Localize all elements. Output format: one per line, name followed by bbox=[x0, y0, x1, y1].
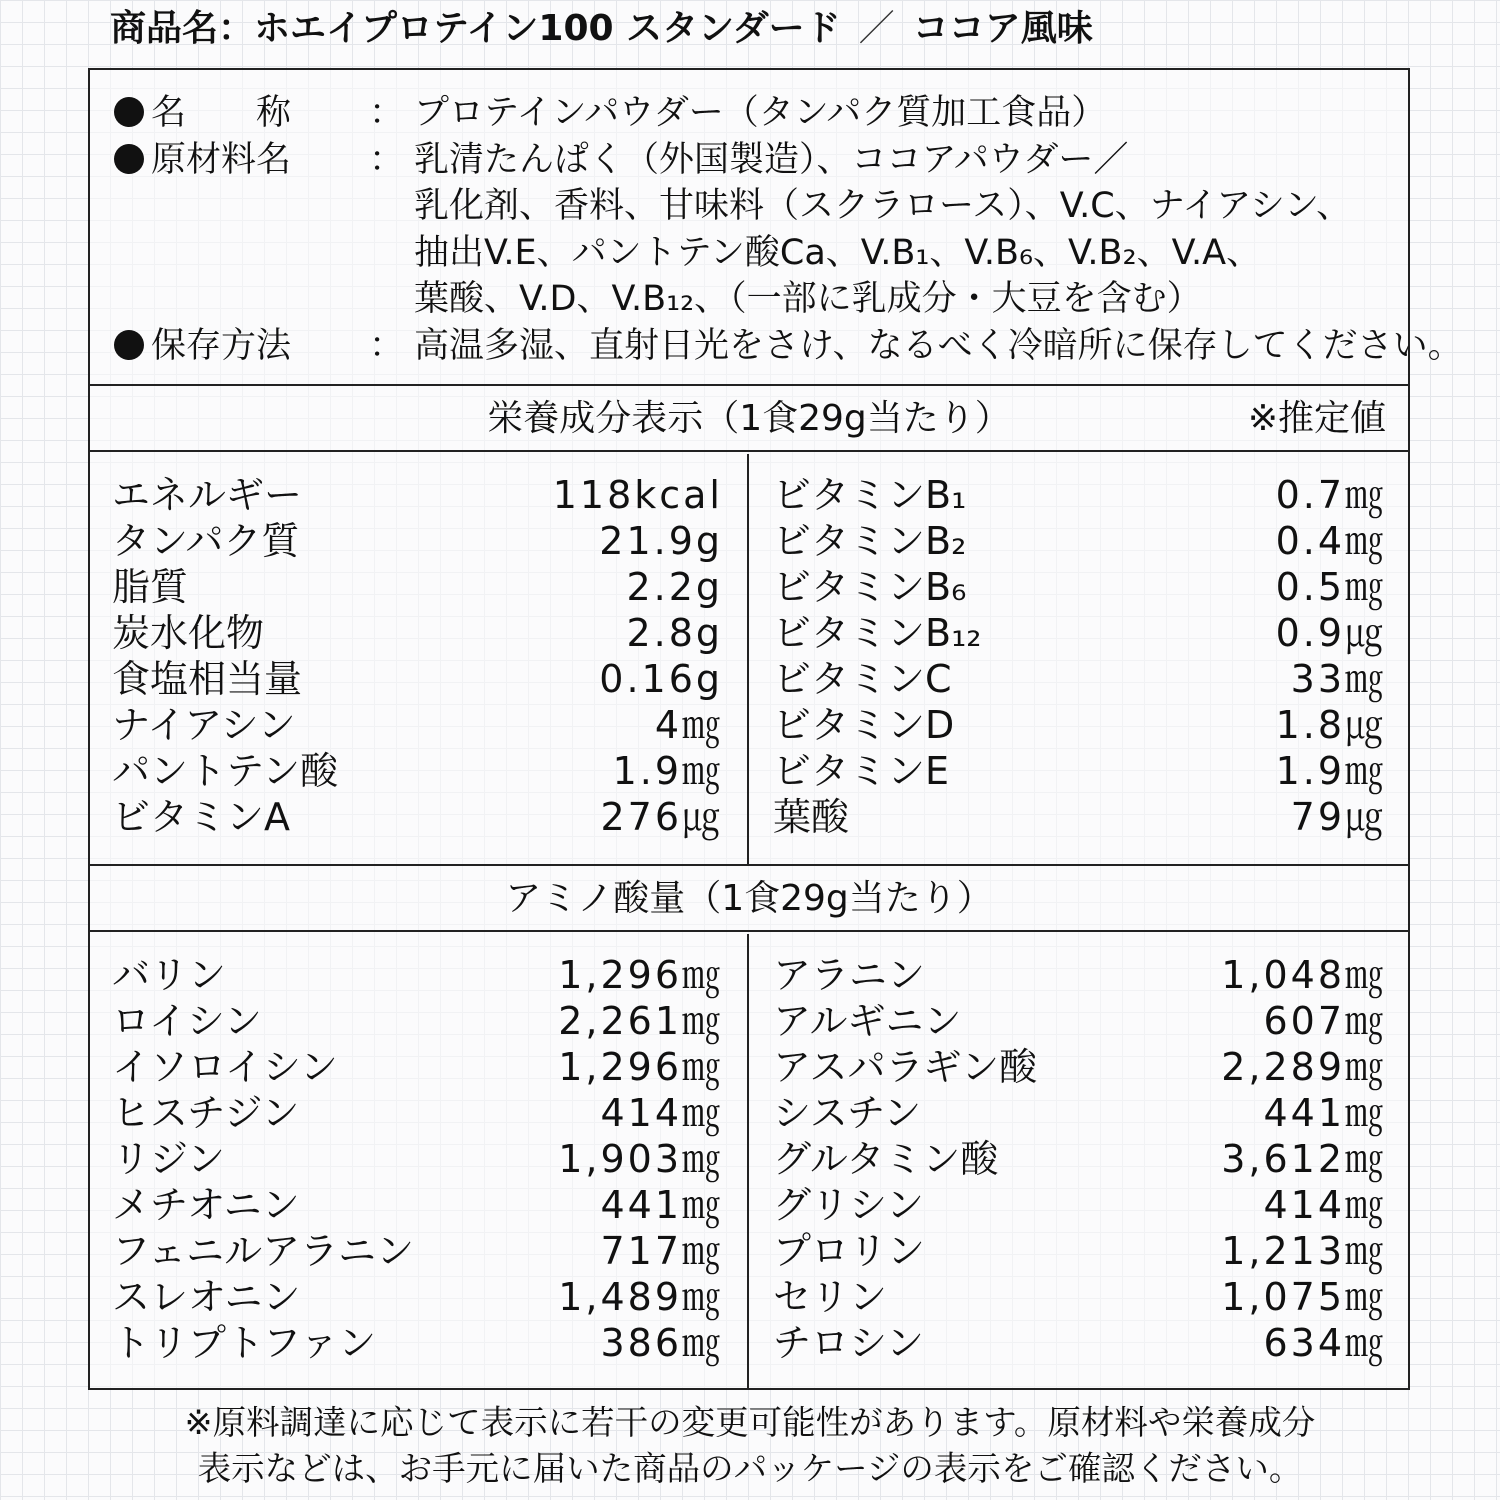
info-colon: ： bbox=[369, 325, 405, 366]
info-value-line: 葉酸、V.D、V.B₁₂、（一部に乳成分・大豆を含む） bbox=[414, 279, 1202, 319]
item-value: 717㎎ bbox=[600, 1229, 723, 1273]
item-value: 441㎎ bbox=[600, 1183, 723, 1227]
item-value: 414㎎ bbox=[1263, 1183, 1386, 1227]
item-value: 276㎍ bbox=[600, 795, 723, 839]
item-value: 79㎍ bbox=[1290, 795, 1386, 839]
title-separator: ／ bbox=[858, 8, 895, 49]
item-name: フェニルアラニン bbox=[112, 1229, 415, 1273]
amino-row bbox=[112, 1274, 723, 1320]
amino-row bbox=[773, 1090, 1386, 1136]
product-label: 商品名 bbox=[110, 8, 219, 49]
item-name: チロシン bbox=[773, 1321, 925, 1365]
info-value-line: 乳清たんぱく（外国製造）、ココアパウダー／ bbox=[414, 139, 1129, 180]
nutrition-column-left bbox=[90, 454, 749, 864]
nutrition-column-right bbox=[749, 454, 1408, 864]
item-value: 2,289㎎ bbox=[1221, 1045, 1386, 1089]
amino-row bbox=[112, 1090, 723, 1136]
amino-row bbox=[773, 998, 1386, 1044]
footnote-line: ※原料調達に応じて表示に若干の変更可能性があります。原材料や栄養成分 bbox=[184, 1403, 1316, 1442]
item-name: セリン bbox=[773, 1275, 888, 1319]
nutrition-row bbox=[112, 656, 723, 702]
amino-header bbox=[90, 866, 1408, 932]
nutrition-row bbox=[112, 702, 723, 748]
nutrition-row bbox=[773, 472, 1386, 518]
product-name: ホエイプロテイン100 スタンダード bbox=[254, 8, 841, 49]
food-label-table bbox=[88, 68, 1463, 1390]
amino-row bbox=[112, 1044, 723, 1090]
item-name: ビタミンB₁₂ bbox=[773, 611, 982, 655]
item-name: イソロイシン bbox=[112, 1045, 338, 1089]
item-name: トリプトファン bbox=[112, 1321, 377, 1365]
item-value: 1,048㎎ bbox=[1221, 953, 1386, 997]
item-value: 1,296㎎ bbox=[558, 953, 723, 997]
item-name: 葉酸 bbox=[773, 795, 850, 839]
info-value-line: 高温多湿、直射日光をさけ、なるべく冷暗所に保存してください。 bbox=[414, 325, 1463, 366]
item-name: アスパラギン酸 bbox=[773, 1045, 1038, 1089]
footnote-line: 表示などは、お手元に届いた商品のパッケージの表示をご確認ください。 bbox=[197, 1449, 1303, 1488]
item-value: 386㎎ bbox=[600, 1321, 723, 1365]
nutrition-header bbox=[90, 386, 1408, 452]
product-title bbox=[110, 4, 1390, 54]
item-name: リジン bbox=[112, 1137, 226, 1181]
item-name: ビタミンC bbox=[773, 657, 952, 701]
item-value: 0.5㎎ bbox=[1275, 565, 1386, 609]
nutrition-row bbox=[773, 702, 1386, 748]
amino-row bbox=[773, 1320, 1386, 1366]
item-value: 4㎎ bbox=[654, 703, 723, 747]
item-value: 607㎎ bbox=[1263, 999, 1386, 1043]
flavor-name: ココア風味 bbox=[912, 8, 1093, 49]
item-value: 2.2g bbox=[626, 565, 723, 609]
info-row-name bbox=[114, 90, 1408, 137]
item-name: タンパク質 bbox=[112, 519, 300, 563]
item-value: 1,075㎎ bbox=[1221, 1275, 1386, 1319]
info-value-line: 抽出V.E、パントテン酸Ca、V.B₁、V.B₆、V.B₂、V.A、 bbox=[414, 232, 1262, 273]
item-name: アルギニン bbox=[773, 999, 962, 1043]
item-name: 食塩相当量 bbox=[112, 657, 303, 701]
item-value: 0.16g bbox=[599, 657, 723, 701]
nutrition-row bbox=[773, 748, 1386, 794]
item-value: 3,612㎎ bbox=[1221, 1137, 1386, 1181]
nutrition-row bbox=[773, 518, 1386, 564]
item-name: ヒスチジン bbox=[112, 1091, 300, 1135]
nutrition-row bbox=[112, 564, 723, 610]
item-name: アラニン bbox=[773, 953, 926, 997]
item-name: プロリン bbox=[773, 1229, 926, 1273]
amino-row bbox=[112, 1320, 723, 1366]
item-name: ビタミンA bbox=[112, 795, 290, 839]
nutrition-row bbox=[773, 564, 1386, 610]
nutrition-table bbox=[90, 454, 1408, 866]
item-name: ビタミンB₆ bbox=[773, 565, 967, 609]
footnote bbox=[90, 1400, 1410, 1492]
item-name: ビタミンE bbox=[773, 749, 950, 793]
product-info-section bbox=[90, 70, 1463, 386]
item-value: 441㎎ bbox=[1263, 1091, 1386, 1135]
item-value: 2,261㎎ bbox=[558, 999, 723, 1043]
item-name: グルタミン酸 bbox=[773, 1137, 999, 1181]
item-value: 414㎎ bbox=[600, 1091, 723, 1135]
amino-row bbox=[773, 1228, 1386, 1274]
info-key: 名 称 bbox=[151, 93, 292, 133]
item-name: ビタミンD bbox=[773, 703, 955, 747]
item-value: 1,489㎎ bbox=[558, 1275, 723, 1319]
item-name: スレオニン bbox=[112, 1275, 301, 1319]
item-name: エネルギー bbox=[112, 473, 303, 517]
item-value: 1,296㎎ bbox=[558, 1045, 723, 1089]
amino-row bbox=[773, 952, 1386, 998]
nutrition-row bbox=[773, 656, 1386, 702]
item-name: バリン bbox=[112, 953, 227, 997]
item-name: ビタミンB₂ bbox=[773, 519, 967, 563]
item-name: ロイシン bbox=[112, 999, 262, 1043]
amino-row bbox=[112, 1136, 723, 1182]
amino-row bbox=[773, 1182, 1386, 1228]
nutrition-heading: 栄養成分表示（1食29g当たり） bbox=[487, 398, 1011, 439]
info-value-line: 乳化剤、香料、甘味料（スクラロース）、V.C、ナイアシン、 bbox=[414, 186, 1352, 226]
item-name: ビタミンB₁ bbox=[773, 473, 967, 517]
item-value: 118kcal bbox=[552, 473, 723, 517]
item-value: 21.9g bbox=[599, 519, 723, 563]
nutrition-row bbox=[112, 610, 723, 656]
amino-column-left bbox=[90, 934, 749, 1388]
nutrition-row bbox=[112, 748, 723, 794]
item-value: 1.9㎎ bbox=[1275, 749, 1386, 793]
item-value: 1.9㎎ bbox=[612, 749, 723, 793]
info-row-ingredients bbox=[114, 137, 1408, 323]
amino-heading: アミノ酸量（1食29g当たり） bbox=[505, 878, 993, 919]
nutrition-row bbox=[112, 518, 723, 564]
amino-row bbox=[773, 1044, 1386, 1090]
item-name: シスチン bbox=[773, 1091, 922, 1135]
item-name: ナイアシン bbox=[112, 703, 296, 747]
info-colon: ： bbox=[369, 93, 405, 133]
item-name: 炭水化物 bbox=[112, 611, 265, 655]
amino-column-right bbox=[749, 934, 1408, 1388]
item-name: グリシン bbox=[773, 1183, 925, 1227]
item-value: 1.8㎍ bbox=[1275, 703, 1386, 747]
nutrition-row bbox=[112, 472, 723, 518]
item-value: 1,213㎎ bbox=[1221, 1229, 1386, 1273]
item-name: 脂質 bbox=[112, 565, 189, 609]
estimate-note: ※推定値 bbox=[1247, 398, 1386, 439]
info-colon: ： bbox=[369, 139, 405, 180]
nutrition-row bbox=[773, 610, 1386, 656]
item-value: 0.9㎍ bbox=[1275, 611, 1386, 655]
nutrition-row bbox=[112, 794, 723, 840]
bullet-icon bbox=[114, 330, 144, 360]
item-value: 634㎎ bbox=[1263, 1321, 1386, 1365]
amino-row bbox=[112, 998, 723, 1044]
amino-row bbox=[112, 952, 723, 998]
amino-row bbox=[112, 1182, 723, 1228]
item-value: 0.7㎎ bbox=[1275, 473, 1386, 517]
amino-row bbox=[773, 1274, 1386, 1320]
bullet-icon bbox=[114, 144, 144, 174]
amino-row bbox=[773, 1136, 1386, 1182]
item-name: メチオニン bbox=[112, 1183, 300, 1227]
info-row-storage bbox=[114, 323, 1463, 370]
title-colon: ： bbox=[218, 8, 255, 49]
item-value: 2.8g bbox=[626, 611, 723, 655]
info-key: 原材料名 bbox=[151, 139, 292, 180]
item-value: 1,903㎎ bbox=[558, 1137, 723, 1181]
item-name: パントテン酸 bbox=[112, 749, 339, 793]
amino-row bbox=[112, 1228, 723, 1274]
info-value-line: プロテインパウダー（タンパク質加工食品） bbox=[414, 93, 1107, 133]
bullet-icon bbox=[114, 97, 144, 127]
item-value: 0.4㎎ bbox=[1275, 519, 1386, 563]
item-value: 33㎎ bbox=[1290, 657, 1386, 701]
info-key: 保存方法 bbox=[151, 325, 292, 366]
amino-table bbox=[90, 934, 1408, 1388]
nutrition-row bbox=[773, 794, 1386, 840]
